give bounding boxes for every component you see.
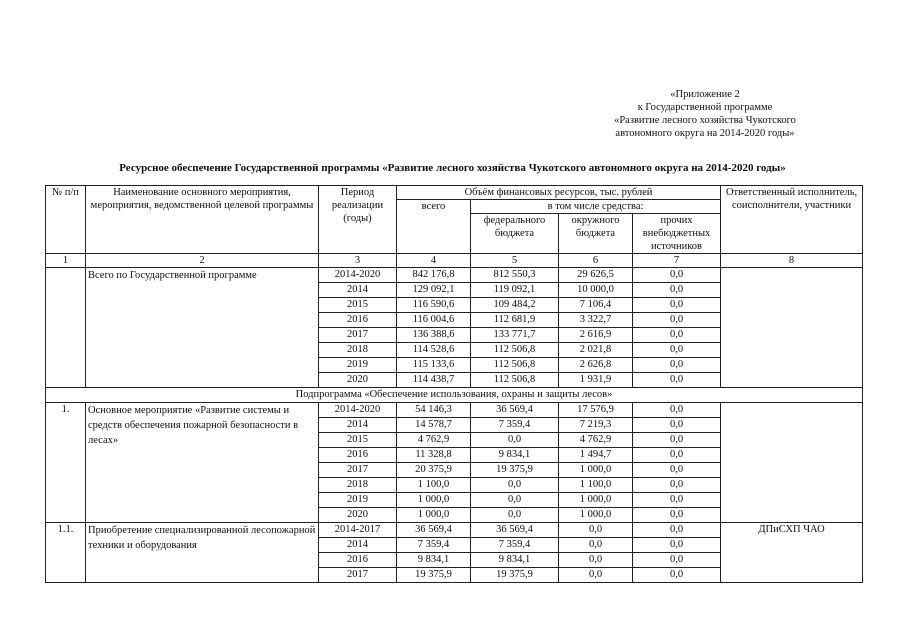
federal-cell: 9 834,1	[471, 448, 559, 463]
period-cell: 2015	[319, 298, 397, 313]
total-cell: 129 092,1	[397, 283, 471, 298]
total-cell: 1 100,0	[397, 478, 471, 493]
federal-cell: 7 359,4	[471, 418, 559, 433]
annex-line-4: автономного округа на 2014-2020 годы»	[615, 128, 795, 139]
other-cell: 0,0	[633, 313, 721, 328]
responsible-cell: ДПиСХП ЧАО	[721, 523, 863, 583]
period-cell: 2016	[319, 553, 397, 568]
period-cell: 2015	[319, 433, 397, 448]
header-num: № п/п	[46, 186, 86, 254]
district-cell: 10 000,0	[559, 283, 633, 298]
measure-name: Всего по Государственной программе	[86, 268, 319, 388]
other-cell: 0,0	[633, 448, 721, 463]
other-cell: 0,0	[633, 298, 721, 313]
annex-line-1: «Приложение 2	[670, 89, 740, 100]
row-number: 1.	[46, 403, 86, 523]
district-cell: 0,0	[559, 568, 633, 583]
row-number	[46, 268, 86, 388]
header-period: Период реализации (годы)	[319, 186, 397, 254]
total-cell: 11 328,8	[397, 448, 471, 463]
responsible-cell	[721, 268, 863, 388]
period-cell: 2018	[319, 478, 397, 493]
federal-cell: 19 375,9	[471, 568, 559, 583]
responsible-cell	[721, 403, 863, 523]
header-federal: федерального бюджета	[471, 214, 559, 254]
period-cell: 2019	[319, 358, 397, 373]
federal-cell: 0,0	[471, 508, 559, 523]
district-cell: 0,0	[559, 538, 633, 553]
other-cell: 0,0	[633, 538, 721, 553]
period-cell: 2018	[319, 343, 397, 358]
total-cell: 842 176,8	[397, 268, 471, 283]
district-cell: 4 762,9	[559, 433, 633, 448]
other-cell: 0,0	[633, 568, 721, 583]
district-cell: 1 000,0	[559, 463, 633, 478]
federal-cell: 0,0	[471, 433, 559, 448]
district-cell: 1 931,9	[559, 373, 633, 388]
district-cell: 7 106,4	[559, 298, 633, 313]
district-cell: 1 000,0	[559, 493, 633, 508]
total-cell: 9 834,1	[397, 553, 471, 568]
period-cell: 2017	[319, 328, 397, 343]
total-cell: 114 528,6	[397, 343, 471, 358]
annex-line-2: к Государственной программе	[637, 102, 773, 113]
federal-cell: 7 359,4	[471, 538, 559, 553]
col-number: 3	[319, 254, 397, 268]
period-cell: 2016	[319, 448, 397, 463]
period-cell: 2017	[319, 463, 397, 478]
district-cell: 0,0	[559, 523, 633, 538]
header-other: прочих внебюджетных источников	[633, 214, 721, 254]
federal-cell: 112 506,8	[471, 343, 559, 358]
table-body	[46, 268, 863, 583]
other-cell: 0,0	[633, 283, 721, 298]
subprogram-title: Подпрограмма «Обеспечение использования, охраны и защиты лесов»	[46, 388, 863, 403]
district-cell: 1 100,0	[559, 478, 633, 493]
period-cell: 2019	[319, 493, 397, 508]
total-cell: 19 375,9	[397, 568, 471, 583]
total-cell: 54 146,3	[397, 403, 471, 418]
col-number: 6	[559, 254, 633, 268]
district-cell: 2 021,8	[559, 343, 633, 358]
total-cell: 20 375,9	[397, 463, 471, 478]
period-cell: 2014	[319, 283, 397, 298]
district-cell: 3 322,7	[559, 313, 633, 328]
total-cell: 4 762,9	[397, 433, 471, 448]
federal-cell: 112 681,9	[471, 313, 559, 328]
header-total: всего	[397, 200, 471, 254]
header-district: окружного бюджета	[559, 214, 633, 254]
federal-cell: 36 569,4	[471, 523, 559, 538]
total-cell: 115 133,6	[397, 358, 471, 373]
table-row	[46, 268, 863, 283]
period-cell: 2014-2017	[319, 523, 397, 538]
total-cell: 7 359,4	[397, 538, 471, 553]
col-number: 2	[86, 254, 319, 268]
federal-cell: 112 506,8	[471, 358, 559, 373]
header-responsible: Ответственный исполнитель, соисполнители, участники	[721, 186, 863, 254]
federal-cell: 133 771,7	[471, 328, 559, 343]
table-row	[46, 403, 863, 418]
col-number: 1	[46, 254, 86, 268]
document-title: Ресурсное обеспечение Государственной программы «Развитие лесного хозяйства Чукотского автономного округа на 2014-2020 годы»	[119, 162, 786, 174]
federal-cell: 812 550,3	[471, 268, 559, 283]
period-cell: 2014	[319, 418, 397, 433]
other-cell: 0,0	[633, 478, 721, 493]
district-cell: 1 494,7	[559, 448, 633, 463]
period-cell: 2014-2020	[319, 268, 397, 283]
other-cell: 0,0	[633, 373, 721, 388]
other-cell: 0,0	[633, 328, 721, 343]
other-cell: 0,0	[633, 553, 721, 568]
district-cell: 29 626,5	[559, 268, 633, 283]
total-cell: 1 000,0	[397, 508, 471, 523]
measure-name: Приобретение специализированной лесопожарной техники и оборудования	[86, 523, 319, 583]
header-volume: Объём финансовых ресурсов, тыс. рублей	[397, 186, 721, 200]
measure-name: Основное мероприятие «Развитие системы и средств обеспечения пожарной безопасности в лесах»	[86, 403, 319, 523]
federal-cell: 9 834,1	[471, 553, 559, 568]
table-row	[46, 523, 863, 538]
other-cell: 0,0	[633, 493, 721, 508]
federal-cell: 112 506,8	[471, 373, 559, 388]
federal-cell: 119 092,1	[471, 283, 559, 298]
total-cell: 116 590,6	[397, 298, 471, 313]
annex-header	[560, 88, 850, 140]
district-cell: 2 616,9	[559, 328, 633, 343]
col-number: 5	[471, 254, 559, 268]
resource-table	[45, 185, 863, 583]
col-number: 4	[397, 254, 471, 268]
other-cell: 0,0	[633, 358, 721, 373]
col-number: 7	[633, 254, 721, 268]
header-including: в том числе средства:	[471, 200, 721, 214]
period-cell: 2014	[319, 538, 397, 553]
other-cell: 0,0	[633, 343, 721, 358]
other-cell: 0,0	[633, 268, 721, 283]
row-number: 1.1.	[46, 523, 86, 583]
federal-cell: 0,0	[471, 478, 559, 493]
total-cell: 116 004,6	[397, 313, 471, 328]
total-cell: 136 388,6	[397, 328, 471, 343]
other-cell: 0,0	[633, 523, 721, 538]
total-cell: 1 000,0	[397, 493, 471, 508]
period-cell: 2020	[319, 508, 397, 523]
federal-cell: 0,0	[471, 493, 559, 508]
annex-line-3: «Развитие лесного хозяйства Чукотского	[614, 115, 796, 126]
total-cell: 14 578,7	[397, 418, 471, 433]
district-cell: 17 576,9	[559, 403, 633, 418]
district-cell: 1 000,0	[559, 508, 633, 523]
period-cell: 2017	[319, 568, 397, 583]
period-cell: 2014-2020	[319, 403, 397, 418]
col-number: 8	[721, 254, 863, 268]
subprogram-row	[46, 388, 863, 403]
district-cell: 0,0	[559, 553, 633, 568]
other-cell: 0,0	[633, 463, 721, 478]
table-header	[46, 186, 863, 268]
federal-cell: 19 375,9	[471, 463, 559, 478]
federal-cell: 109 484,2	[471, 298, 559, 313]
other-cell: 0,0	[633, 508, 721, 523]
period-cell: 2016	[319, 313, 397, 328]
other-cell: 0,0	[633, 433, 721, 448]
header-name: Наименование основного мероприятия, мероприятия, ведомственной целевой программы	[86, 186, 319, 254]
federal-cell: 36 569,4	[471, 403, 559, 418]
total-cell: 114 438,7	[397, 373, 471, 388]
period-cell: 2020	[319, 373, 397, 388]
column-numbers-row	[46, 254, 863, 268]
district-cell: 7 219,3	[559, 418, 633, 433]
other-cell: 0,0	[633, 418, 721, 433]
district-cell: 2 626,8	[559, 358, 633, 373]
other-cell: 0,0	[633, 403, 721, 418]
total-cell: 36 569,4	[397, 523, 471, 538]
